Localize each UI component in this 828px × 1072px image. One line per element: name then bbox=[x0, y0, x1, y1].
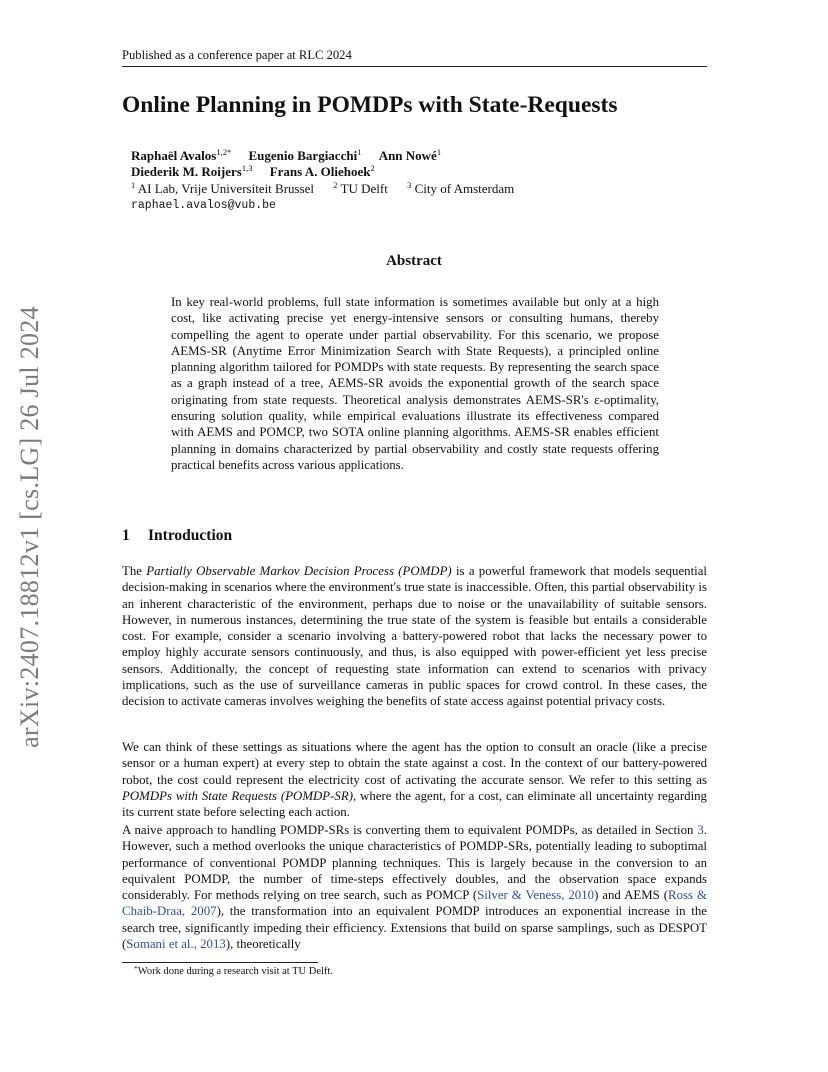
section-heading bbox=[122, 527, 232, 545]
author-affiliation-mark: 1,2* bbox=[216, 147, 232, 157]
footnote-text: Work done during a research visit at TU Delft. bbox=[137, 966, 333, 977]
intro-paragraph bbox=[122, 563, 707, 710]
running-header: Published as a conference paper at RLC 2024 bbox=[122, 48, 352, 62]
paragraph-text: The bbox=[122, 564, 147, 578]
section-number: 1 bbox=[122, 527, 130, 544]
intro-paragraph bbox=[122, 739, 707, 820]
abstract-text: In key real-world problems, full state information is sometimes available but only at a high cost, like activating precise yet energy-intensive sensors or consulting humans, thereby compelling the agent to operate under partial observability. For this scenario, we propose AEMS-SR (Anytime Error Minimization Search with State Requests), a principled online planning algorithm tailored for POMDPs with state requests. By representing the search space as a graph instead of a tree, AEMS-SR avoids the exponential growth of the search space originating from state requests. Theoretical analysis demonstrates AEMS-SR's ε-optimality, ensuring solution quality, while empirical evaluations illustrate its effectiveness compared with AEMS and POMCP, two SOTA online planning algorithms. AEMS-SR enables efficient planning in domains characterized by partial observability and costly state requests offering practical benefits across various applications. bbox=[171, 295, 659, 472]
citation-link[interactable]: Somani et al., 2013 bbox=[126, 937, 226, 952]
paragraph-text: We can think of these settings as situations where the agent has the option to consult an oracle (like a precise sensor or a human expert) at every step to obtain the state against a cost. In the context of our battery-powered robot, the cost could represent the electricity cost of activating the accurate sensor. We refer to this setting as bbox=[122, 740, 707, 787]
author-name: Diederik M. Roijers bbox=[131, 164, 242, 179]
author-affiliation-mark: 1 bbox=[357, 147, 362, 157]
author-name: Frans A. Oliehoek bbox=[269, 164, 371, 179]
affiliation-mark: 1 bbox=[131, 180, 136, 190]
author-affiliation-mark: 1,3 bbox=[241, 163, 253, 173]
affiliation-name: AI Lab, Vrije Universiteit Brussel bbox=[137, 181, 315, 196]
section-title: Introduction bbox=[148, 527, 233, 544]
footnote bbox=[134, 966, 333, 977]
paragraph-text: ), theoretically bbox=[225, 937, 301, 952]
paragraph-text: , where the agent, for a cost, can eliminate all uncertainty regarding its current state before selecting each action. bbox=[122, 788, 707, 820]
emphasized-term: POMDPs with State Requests (POMDP-SR) bbox=[122, 788, 353, 803]
abstract-heading: Abstract bbox=[386, 253, 442, 269]
paper-title: Online Planning in POMDPs with State-Requests bbox=[122, 92, 618, 118]
affiliation-name: City of Amsterdam bbox=[414, 181, 515, 196]
contact-email[interactable]: raphael.avalos@vub.be bbox=[131, 199, 276, 212]
arxiv-id: arXiv:2407.18812v1 [cs.LG] 26 Jul 2024 bbox=[15, 306, 44, 748]
affiliation-name: TU Delft bbox=[340, 181, 388, 196]
affiliations bbox=[131, 181, 514, 197]
footnote-rule bbox=[122, 962, 318, 963]
affiliation-mark: 2 bbox=[333, 180, 338, 190]
author-list-row-1 bbox=[131, 148, 441, 164]
paragraph-text: . However, such a method overlooks the unique characteristics of POMDP-SRs, potentially leading to suboptimal performance of conventional POMDP planning techniques. This is largely because in the conversion to an equivalent POMDP, the number of time-steps effectively doubles, and the observation space expands considerably. For methods relying on tree search, such as POMCP ( bbox=[122, 823, 707, 903]
emphasized-term: Partially Observable Markov Decision Process (POMDP) bbox=[146, 564, 452, 578]
author-affiliation-mark: 2 bbox=[370, 163, 375, 173]
header-rule bbox=[122, 66, 707, 67]
paragraph-text: is a powerful framework that models sequential decision-making in scenarios where the environment's true state is inaccessible. Often, this partial observability is an inherent characteristic of the environment, perhaps due to noise or the unavailability of suitable sensors. However, in numerous instances, determining the true state of the system is feasible but entails a considerable cost. For example, consider a scenario involving a battery-powered robot that lacks the necessary power to employ highly accurate sensors continuously, and thus, is also equipped with power-efficient yet less precise sensors. Additionally, the concept of requesting state information can extend to scenarios with privacy implications, such as the use of surveillance cameras in public spaces for crowd control. In these cases, the decision to activate cameras involves weighing the benefits of state access against potential privacy costs. bbox=[122, 564, 707, 709]
author-name: Raphaël Avalos bbox=[131, 148, 217, 163]
citation-link[interactable]: Silver & Veness, 2010 bbox=[477, 888, 595, 903]
section-link[interactable]: 3 bbox=[697, 823, 704, 837]
affiliation-mark: 3 bbox=[407, 180, 412, 190]
paragraph-text: ) and AEMS ( bbox=[594, 888, 669, 903]
author-affiliation-mark: 1 bbox=[436, 147, 442, 157]
author-name: Ann Nowé bbox=[378, 148, 437, 163]
footnote-mark: * bbox=[134, 964, 138, 973]
author-name: Eugenio Bargiacchi bbox=[248, 148, 358, 163]
arxiv-sidebar-stamp bbox=[8, 296, 52, 758]
author-list-row-2 bbox=[131, 164, 375, 180]
paragraph-text: A naive approach to handling POMDP-SRs is converting them to equivalent POMDPs, as detailed in Section bbox=[122, 823, 698, 837]
paragraph-text: ), the transformation into an equivalent POMDP introduces an exponential increase in the search tree, significantly impeding their efficiency. Extensions that build on sparse samplings, such as DESPOT ( bbox=[122, 904, 707, 952]
citation-link[interactable]: Ross & Chaib-Draa, 2007 bbox=[122, 888, 707, 919]
intro-paragraph bbox=[122, 822, 707, 952]
